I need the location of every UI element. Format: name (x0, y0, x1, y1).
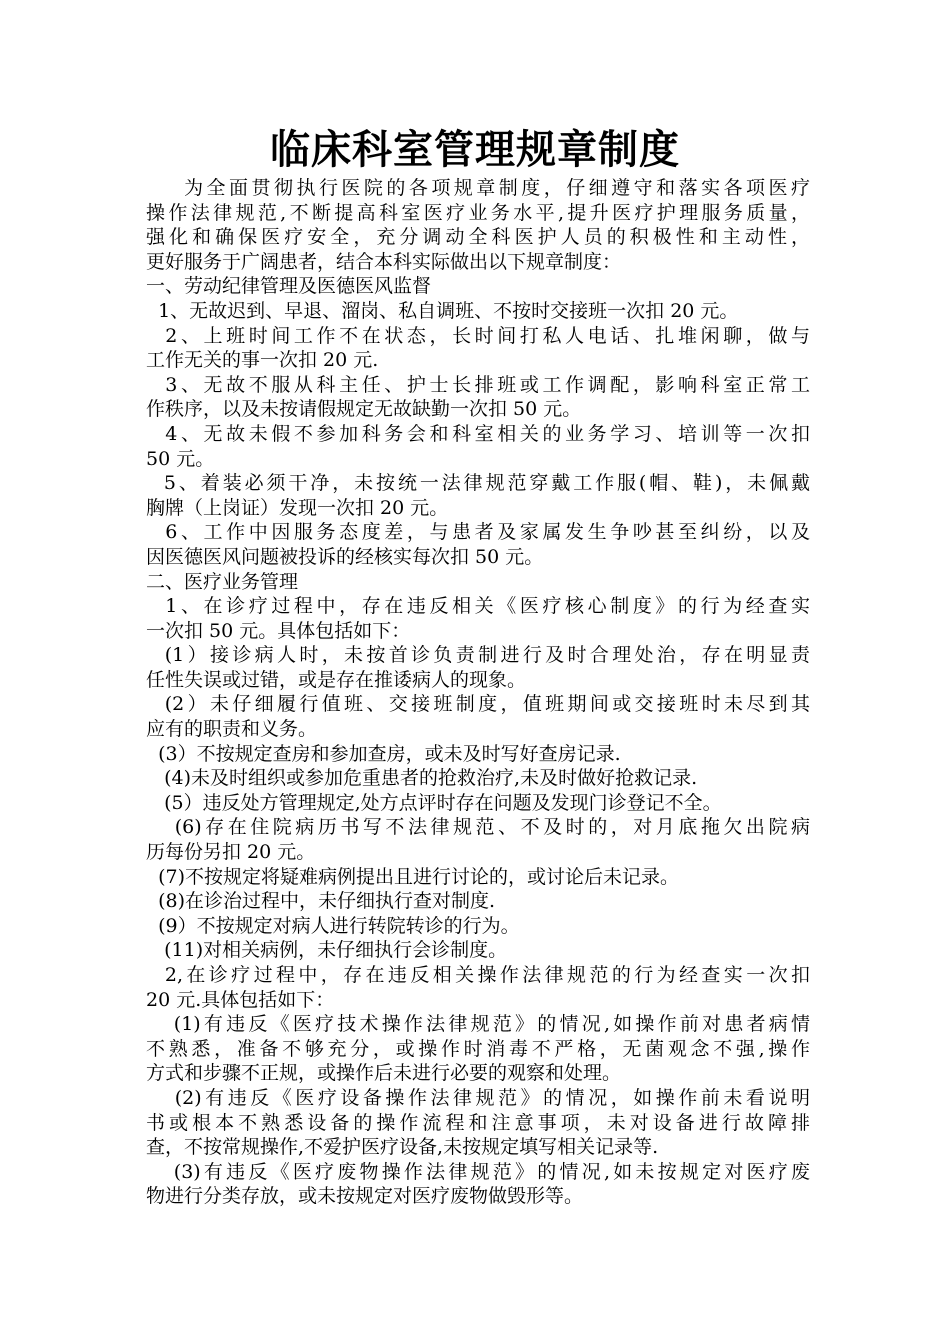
text-line: (9）不按规定对病人进行转院转诊的行为。 (146, 914, 520, 937)
text-line: 历每份另扣 20 元。 (146, 841, 316, 864)
text-line: 不熟悉，准备不够充分，或操作时消毒不严格，无菌观念不强,操作 (146, 1037, 810, 1060)
text-line: 操作法律规范,不断提高科室医疗业务水平,提升医疗护理服务质量， (146, 201, 810, 224)
document-title: 临床科室管理规章制度 (270, 127, 680, 173)
text-line: 查，不按常规操作,不爱护医疗设备,未按规定填写相关记录等. (146, 1136, 659, 1159)
text-line: (5）违反处方管理规定,处方点评时存在问题及发现门诊登记不全。 (146, 791, 722, 814)
text-line: 作秩序，以及未按请假规定无故缺勤一次扣 50 元。 (146, 398, 582, 421)
text-line: (1)有违反《医疗技术操作法律规范》的情况,如操作前对患者病情 (146, 1013, 810, 1036)
text-line: (3）不按规定查房和参加查房，或未及时写好查房记录. (146, 742, 621, 765)
text-line: (2）未仔细履行值班、交接班制度，值班期间或交接班时未尽到其 (146, 693, 810, 716)
text-line: 50 元。 (146, 447, 215, 470)
text-line: 3、无故不服从科主任、护士长排班或工作调配，影响科室正常工 (146, 373, 810, 396)
text-line: 4、无故未假不参加科务会和科室相关的业务学习、培训等一次扣 (146, 422, 810, 445)
document-body (146, 176, 810, 1209)
text-line: 强化和确保医疗安全，充分调动全科医护人员的积极性和主动性， (146, 226, 810, 249)
text-line: 6、工作中因服务态度差，与患者及家属发生争吵甚至纠纷，以及 (146, 521, 810, 544)
text-line: 更好服务于广阔患者，结合本科实际做出以下规章制度： (146, 250, 622, 273)
text-line: 20 元.具体包括如下： (146, 988, 335, 1011)
text-line: 书或根本不熟悉设备的操作流程和注意事项，未对设备进行故障排 (146, 1111, 810, 1134)
text-line: (1）接诊病人时，未按首诊负责制进行及时合理处治，存在明显责 (146, 644, 810, 667)
text-line: 一次扣 50 元。具体包括如下： (146, 619, 411, 642)
text-line: 应有的职责和义务。 (146, 718, 318, 741)
text-line: 1、在诊疗过程中，存在违反相关《医疗核心制度》的行为经查实 (146, 595, 810, 618)
text-line: 胸牌（上岗证）发现一次扣 20 元。 (146, 496, 449, 519)
text-line: (11)对相关病例，未仔细执行会诊制度。 (146, 939, 508, 962)
text-line: (3)有违反《医疗废物操作法律规范》的情况,如未按规定对医疗废 (146, 1160, 810, 1183)
text-line: 因医德医风问题被投诉的经核实每次扣 50 元。 (146, 545, 544, 568)
text-line: (8)在诊治过程中，未仔细执行查对制度. (146, 890, 496, 913)
text-line: (6)存在住院病历书写不法律规范、不及时的，对月底拖欠出院病 (146, 816, 810, 839)
text-line: (2)有违反《医疗设备操作法律规范》的情况，如操作前未看说明 (146, 1086, 810, 1109)
text-line: 工作无关的事一次扣 20 元. (146, 349, 379, 372)
text-line: 1、无故迟到、早退、溜岗、私自调班、不按时交接班一次扣 20 元。 (146, 299, 739, 322)
text-line: (4)未及时组织或参加危重患者的抢救治疗,未及时做好抢救记录. (146, 767, 698, 790)
text-line: 5、着装必须干净，未按统一法律规范穿戴工作服(帽、鞋)，未佩戴 (146, 472, 810, 495)
text-line: (7)不按规定将疑难病例提出且进行讨论的，或讨论后未记录。 (146, 865, 679, 888)
text-line: 为全面贯彻执行医院的各项规章制度，仔细遵守和落实各项医疗 (146, 177, 810, 199)
text-line: 二、医疗业务管理 (146, 570, 299, 593)
text-line: 2,在诊疗过程中，存在违反相关操作法律规范的行为经查实一次扣 (146, 964, 810, 986)
text-line: 任性失误或过错，或是存在推诿病人的现象。 (146, 668, 527, 691)
text-line: 2、上班时间工作不在状态，长时间打私人电话、扎堆闲聊，做与 (146, 324, 810, 347)
text-line: 方式和步骤不正规，或操作后未进行必要的观察和处理。 (146, 1062, 622, 1085)
text-line: 一、劳动纪律管理及医德医风监督 (146, 275, 432, 298)
text-line: 物进行分类存放，或未按规定对医疗废物做毁形等。 (146, 1185, 584, 1208)
